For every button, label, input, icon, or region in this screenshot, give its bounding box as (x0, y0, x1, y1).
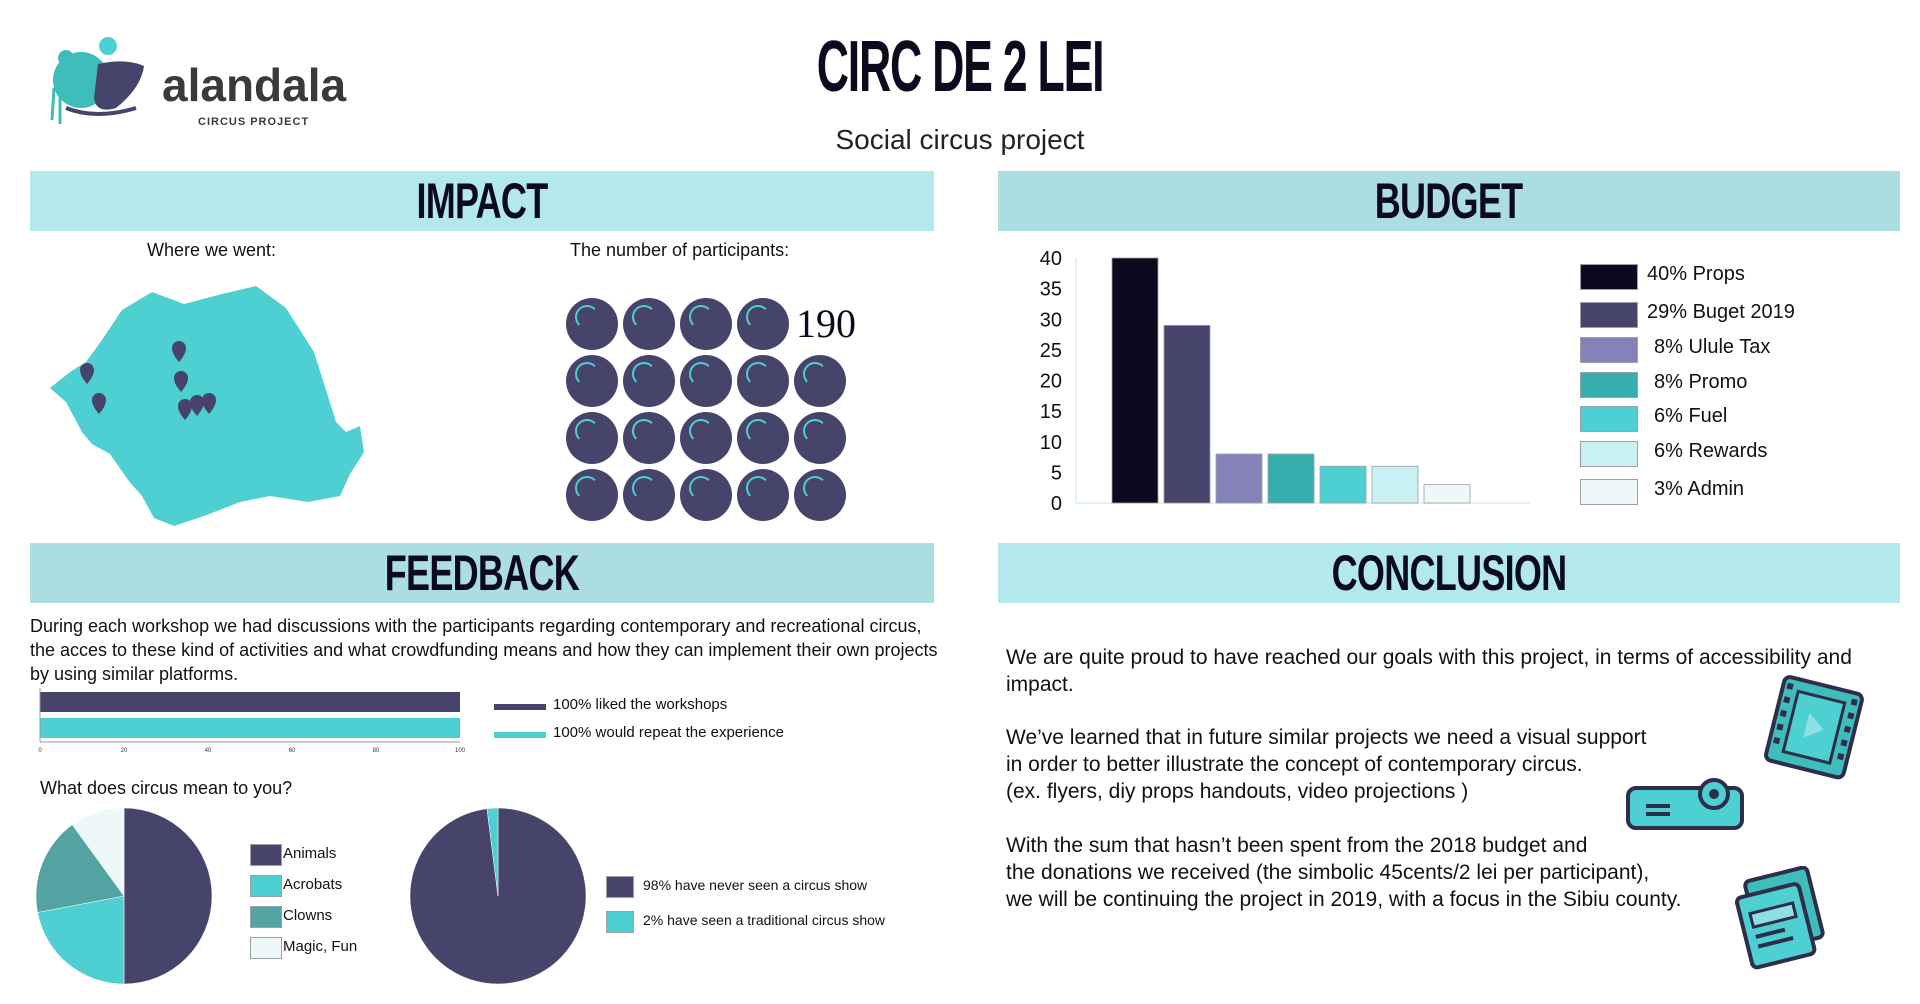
participant-icon (794, 412, 846, 464)
participant-icon (623, 355, 675, 407)
y-tick-label: 20 (1039, 370, 1062, 393)
page-title: CIRC DE 2 LEI (816, 27, 1104, 107)
pie-legend-label: Clowns (283, 907, 333, 924)
feedback-banner (30, 543, 934, 603)
x-tick-label: 40 (204, 748, 212, 752)
participant-icon (566, 355, 618, 407)
budget-legend-swatch (1580, 406, 1638, 432)
participant-icon (737, 355, 789, 407)
y-tick-label: 15 (1039, 401, 1062, 424)
budget-legend-swatch (1580, 302, 1638, 328)
budget-legend-label: 29% Buget 2019 (1647, 301, 1795, 323)
y-tick-label: 40 (1039, 248, 1062, 270)
participant-icon (623, 412, 675, 464)
x-tick-label: 20 (120, 748, 128, 752)
pie-legend-swatch (250, 875, 282, 897)
y-tick-label: 25 (1039, 339, 1062, 362)
conclusion-heading: CONCLUSION (1331, 545, 1567, 601)
feedback-legend-swatch (494, 732, 546, 738)
x-tick-label: 0 (38, 748, 42, 752)
page-subtitle: Social circus project (835, 124, 1085, 155)
pie-question: What does circus mean to you? (40, 778, 293, 798)
y-tick-label: 5 (1050, 462, 1062, 485)
budget-heading: BUDGET (1375, 173, 1523, 229)
pie-legend-label: 2% have seen a traditional circus show (643, 912, 886, 928)
participants-count: 190 (796, 301, 856, 346)
feedback-bar-chart (36, 688, 476, 752)
participant-icon (737, 412, 789, 464)
y-tick-label: 0 (1050, 493, 1062, 515)
budget-bar-chart (1030, 242, 1550, 522)
x-tick-label: 100 (454, 748, 466, 752)
map-label: Where we went: (147, 240, 277, 260)
pie-legend-swatch (606, 911, 634, 933)
participant-icon (566, 412, 618, 464)
bar-buget-2019 (1164, 325, 1210, 503)
film-icon (1758, 672, 1868, 782)
pie-legend-swatch (250, 937, 282, 959)
participant-icon (794, 469, 846, 521)
cards-icon (1730, 866, 1834, 970)
participant-icon (566, 469, 618, 521)
participant-icon (737, 469, 789, 521)
pie-legend-label: Magic, Fun (283, 938, 358, 955)
pie-legend-label: Acrobats (283, 876, 343, 893)
bar-fuel (1320, 466, 1366, 503)
pie-slice (124, 808, 212, 984)
participant-icon (566, 298, 618, 350)
budget-legend-swatch (1580, 337, 1638, 363)
budget-legend-label: 3% Admin (1654, 478, 1745, 500)
pie-legend-label: Animals (283, 845, 337, 862)
budget-legend-swatch (1580, 441, 1638, 467)
bar-props (1112, 258, 1158, 503)
budget-legend-label: 40% Props (1647, 263, 1745, 285)
logo-name: alandala (162, 59, 347, 111)
budget-legend-label: 6% Fuel (1654, 405, 1728, 427)
conclusion-banner (998, 543, 1900, 603)
feedback-legend-label: 100% liked the workshops (553, 696, 728, 713)
pie-legend-swatch (250, 844, 282, 866)
feedback-legend-swatch (494, 704, 546, 710)
impact-banner (30, 171, 934, 231)
y-tick-label: 35 (1039, 278, 1062, 301)
feedback-legend-label: 100% would repeat the experience (553, 724, 784, 741)
budget-legend-swatch (1580, 264, 1638, 290)
participant-icon (680, 298, 732, 350)
projector-icon (1622, 774, 1752, 836)
bar-promo (1268, 454, 1314, 503)
bar-admin (1424, 485, 1470, 503)
conclusion-paragraph-2: We’ve learned that in future similar projects we need a visual support in order to better illustrate the concept of contemporary circus. (ex. flyers, diy props handouts, video projections ) (1006, 726, 1647, 803)
impact-heading: IMPACT (416, 173, 548, 229)
participants-label: The number of participants: (570, 240, 790, 260)
budget-legend-label: 8% Promo (1654, 371, 1748, 393)
budget-legend-swatch (1580, 372, 1638, 398)
bar-ulule-tax (1216, 454, 1262, 503)
budget-legend-swatch (1580, 479, 1638, 505)
logo-subtitle: CIRCUS PROJECT (198, 116, 310, 128)
participant-icon (623, 298, 675, 350)
budget-legend-label: 8% Ulule Tax (1654, 336, 1771, 358)
conclusion-paragraph-1: We are quite proud to have reached our goals with this project, in terms of accessibility and impact. (1006, 646, 1852, 696)
participant-icon (680, 469, 732, 521)
participant-icon (737, 298, 789, 350)
pie-legend-swatch (606, 876, 634, 898)
feedback-heading: FEEDBACK (384, 545, 580, 601)
participant-icon (680, 355, 732, 407)
bar-would-repeat (40, 718, 460, 738)
participant-icon (794, 355, 846, 407)
bar-liked-workshops (40, 692, 460, 712)
x-tick-label: 60 (288, 748, 296, 752)
bar-rewards (1372, 466, 1418, 503)
x-tick-label: 80 (372, 748, 380, 752)
participant-icon (623, 469, 675, 521)
y-tick-label: 10 (1039, 431, 1062, 454)
pie-legend-swatch (250, 906, 282, 928)
pie-legend-label: 98% have never seen a circus show (643, 877, 868, 893)
feedback-text: During each workshop we had discussions with the participants regarding contemporary and recreational circus, the acces to these kind of activities and what crowdfunding means and how they can implement their own projects by using similar platforms. (30, 616, 938, 684)
circus-meaning-pie (34, 804, 220, 990)
participant-icon (680, 412, 732, 464)
budget-banner (998, 171, 1900, 231)
y-tick-label: 30 (1039, 309, 1062, 332)
circus-seen-pie (408, 804, 594, 990)
romania-map-icon (44, 282, 406, 536)
conclusion-paragraph-3: With the sum that hasn’t been spent from the 2018 budget and the donations we received (the simbolic 45cents/2 lei per participant), we will be continuing the project in 2019, with a focus in the Sibiu county. (1006, 834, 1682, 911)
budget-legend-label: 6% Rewards (1654, 440, 1768, 462)
